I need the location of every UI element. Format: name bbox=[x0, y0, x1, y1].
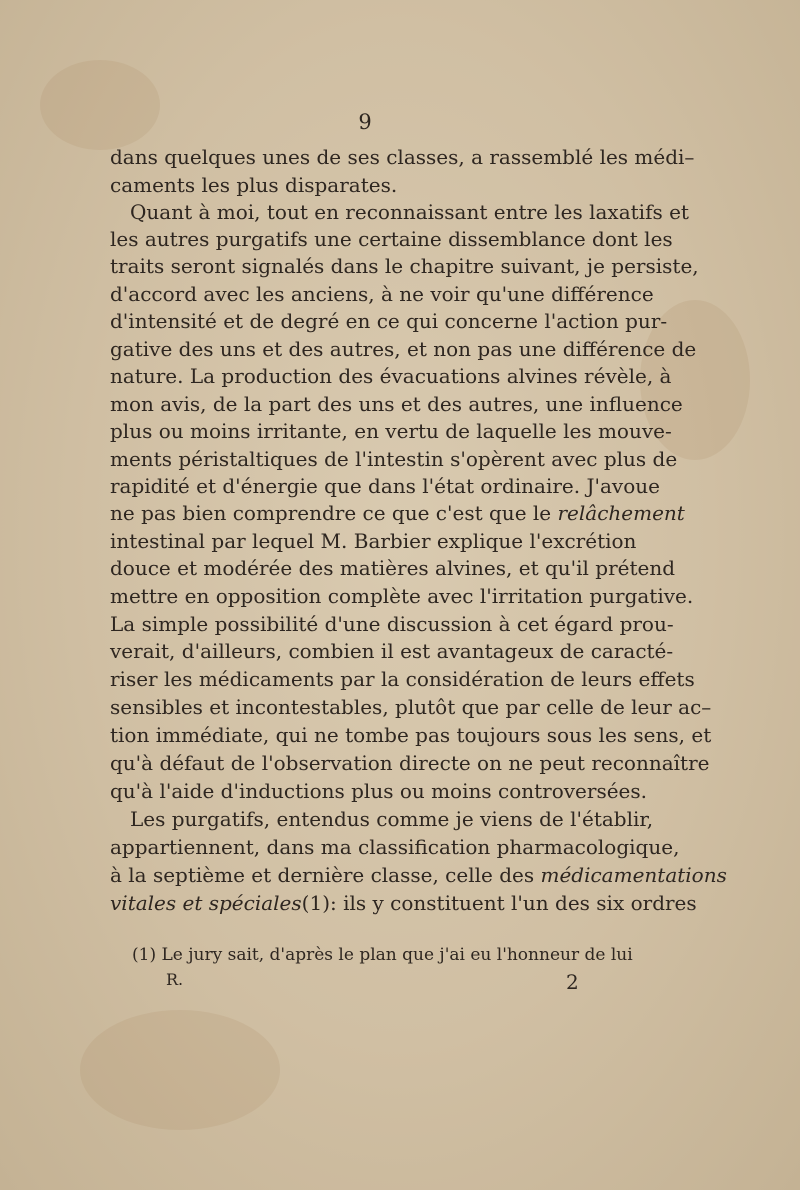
paper-stain bbox=[40, 60, 160, 150]
text-segment: à la septième et dernière classe, celle des bbox=[110, 863, 535, 887]
text-line: Quant à moi, tout en reconnaissant entre les laxatifs et bbox=[130, 200, 689, 224]
text-line: traits seront signalés dans le chapitre suivant, je persiste, bbox=[110, 254, 699, 278]
text-line-with-italic bbox=[110, 890, 697, 916]
text-line-with-italic bbox=[110, 862, 727, 888]
text-line: mettre en opposition complète avec l'irritation purgative. bbox=[110, 584, 694, 608]
text-line: douce et modérée des matières alvines, et qu'il prétend bbox=[110, 556, 676, 580]
text-line: qu'à défaut de l'observation directe on ne peut reconnaître bbox=[110, 751, 710, 775]
signature-number: 2 bbox=[566, 970, 579, 994]
text-line: appartiennent, dans ma classification pharmacologique, bbox=[110, 835, 680, 859]
text-segment: (1): ils y constituent l'un des six ordres bbox=[301, 891, 697, 915]
text-line: gative des uns et des autres, et non pas une différence de bbox=[110, 337, 697, 361]
footnote-line: (1) Le jury sait, d'après le plan que j'ai eu l'honneur de lui bbox=[132, 945, 633, 965]
text-line: les autres purgatifs une certaine dissemblance dont les bbox=[110, 227, 673, 251]
text-line: sensibles et incontestables, plutôt que par celle de leur ac– bbox=[110, 695, 712, 719]
text-line: qu'à l'aide d'inductions plus ou moins controversées. bbox=[110, 779, 648, 803]
italic-term: relâchement bbox=[557, 501, 685, 525]
text-line: tion immédiate, qui ne tombe pas toujours sous les sens, et bbox=[110, 723, 712, 747]
text-line: verait, d'ailleurs, combien il est avantageux de caracté- bbox=[110, 639, 674, 663]
italic-term: médicamentations bbox=[540, 863, 727, 887]
text-line: Les purgatifs, entendus comme je viens de l'établir, bbox=[130, 807, 654, 831]
text-line: caments les plus disparates. bbox=[110, 173, 398, 197]
text-line-with-italic bbox=[110, 500, 685, 526]
text-line: riser les médicaments par la considération de leurs effets bbox=[110, 667, 695, 691]
signature-marker: R. bbox=[166, 970, 184, 989]
italic-term: vitales et spéciales bbox=[110, 891, 302, 915]
text-line: ments péristaltiques de l'intestin s'opèrent avec plus de bbox=[110, 447, 678, 471]
paper-stain bbox=[80, 1010, 280, 1130]
text-line: plus ou moins irritante, en vertu de laquelle les mouve- bbox=[110, 419, 672, 443]
text-line: La simple possibilité d'une discussion à cet égard prou- bbox=[110, 612, 674, 636]
text-line: nature. La production des évacuations alvines révèle, à bbox=[110, 364, 672, 388]
text-line: dans quelques unes de ses classes, a rassemblé les médi– bbox=[110, 145, 695, 169]
text-line: rapidité et d'énergie que dans l'état ordinaire. J'avoue bbox=[110, 474, 660, 498]
text-line: mon avis, de la part des uns et des autres, une influence bbox=[110, 392, 683, 416]
text-line: intestinal par lequel M. Barbier explique l'excrétion bbox=[110, 529, 637, 553]
page-number: 9 bbox=[358, 110, 372, 134]
text-line: d'intensité et de degré en ce qui concerne l'action pur- bbox=[110, 309, 668, 333]
text-line: d'accord avec les anciens, à ne voir qu'une différence bbox=[110, 282, 654, 306]
text-segment: ne pas bien comprendre ce que c'est que le bbox=[110, 501, 552, 525]
